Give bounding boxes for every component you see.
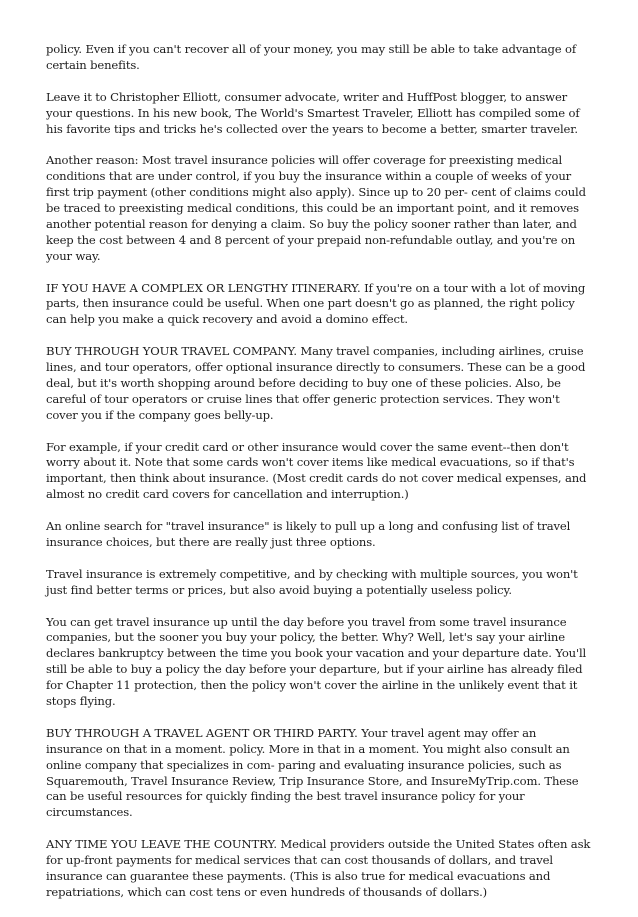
paragraph-competitive: Travel insurance is extremely competitive, and by checking with multiple sources, you won't just find better terms or prices, but also avoid buying a potentially useless policy. <box>46 566 578 597</box>
paragraph-complex-itinerary: IF YOU HAVE A COMPLEX OR LENGTHY ITINERARY. If you're on a tour with a lot of moving parts, then insurance could be useful. When one part doesn't go as planned, the right policy can help you make a quick recovery and avoid a domino effect. <box>46 280 586 327</box>
paragraph-travel-agent: BUY THROUGH A TRAVEL AGENT OR THIRD PARTY. Your travel agent may offer an insurance on that in a moment. policy. More in that in a moment. You might also consult an online company that specializes in com- paring and evaluating insurance policies, such as Squaremouth, Travel Insurance Review, Trip Insurance Store, and InsureMyTrip.com. These can be useful resources for quickly finding the best travel insurance policy for your circumstances. <box>46 725 579 820</box>
paragraph-preexisting-conditions: Another reason: Most travel insurance policies will offer coverage for preexisting medical conditions that are under control, if you buy the insurance within a couple of weeks of your first trip payment (other conditions might also apply). Since up to 20 per- cent of claims could be traced to preexisting medical conditions, this could be an important point, and it removes another potential reason for denying a claim. So buy the policy sooner rather than later, and keep the cost between 4 and 8 percent of your prepaid non-refundable outlay, and you're on your way. <box>46 153 586 263</box>
paragraph-leave-country: ANY TIME YOU LEAVE THE COUNTRY. Medical providers outside the United States often ask for up-front payments for medical services that can cost thousands of dollars, and travel insurance can guarantee these payments. (This is also true for medical evacuations and repatriations, which can cost tens or even hundreds of thousands of dollars.) <box>46 837 591 899</box>
paragraph-credit-card: For example, if your credit card or other insurance would cover the same event--then don't worry about it. Note that some cards won't cover items like medical evacuations, so if that's important, then think about insurance. (Most credit cards do not cover medical expenses, and almost no credit card covers for cancellation and interruption.) <box>46 439 587 502</box>
paragraph-christopher-elliott: Leave it to Christopher Elliott, consumer advocate, writer and HuffPost blogger, to answer your questions. In his new book, The World's Smartest Traveler, Elliott has compiled some of his favorite tips and tricks he's collected over the years to become a better, smarter traveler. <box>46 89 580 136</box>
paragraph-timing: You can get travel insurance up until the day before you travel from some travel insurance companies, but the sooner you buy your policy, the better. Why? Well, let's say your airline declares bankruptcy between the time you book your vacation and your departure date. You'll still be able to buy a policy the day before your departure, but if your airline has already filed for Chapter 11 protection, then the policy won't cover the airline in the unlikely event that it stops flying. <box>46 614 587 709</box>
document-page <box>46 42 594 917</box>
paragraph-online-search: An online search for "travel insurance" is likely to pull up a long and confusing list of travel insurance choices, but there are really just three options. <box>46 519 571 549</box>
paragraph-benefits: policy. Even if you can't recover all of your money, you may still be able to take advantage of certain benefits. <box>46 42 576 72</box>
paragraph-travel-company: BUY THROUGH YOUR TRAVEL COMPANY. Many travel companies, including airlines, cruise lines, and tour operators, offer optional insurance directly to consumers. These can be a good deal, but it's worth shopping around before deciding to buy one of these policies. Also, be careful of tour operators or cruise lines that offer generic protection services. They won't cover you if the company goes belly-up. <box>46 344 586 422</box>
